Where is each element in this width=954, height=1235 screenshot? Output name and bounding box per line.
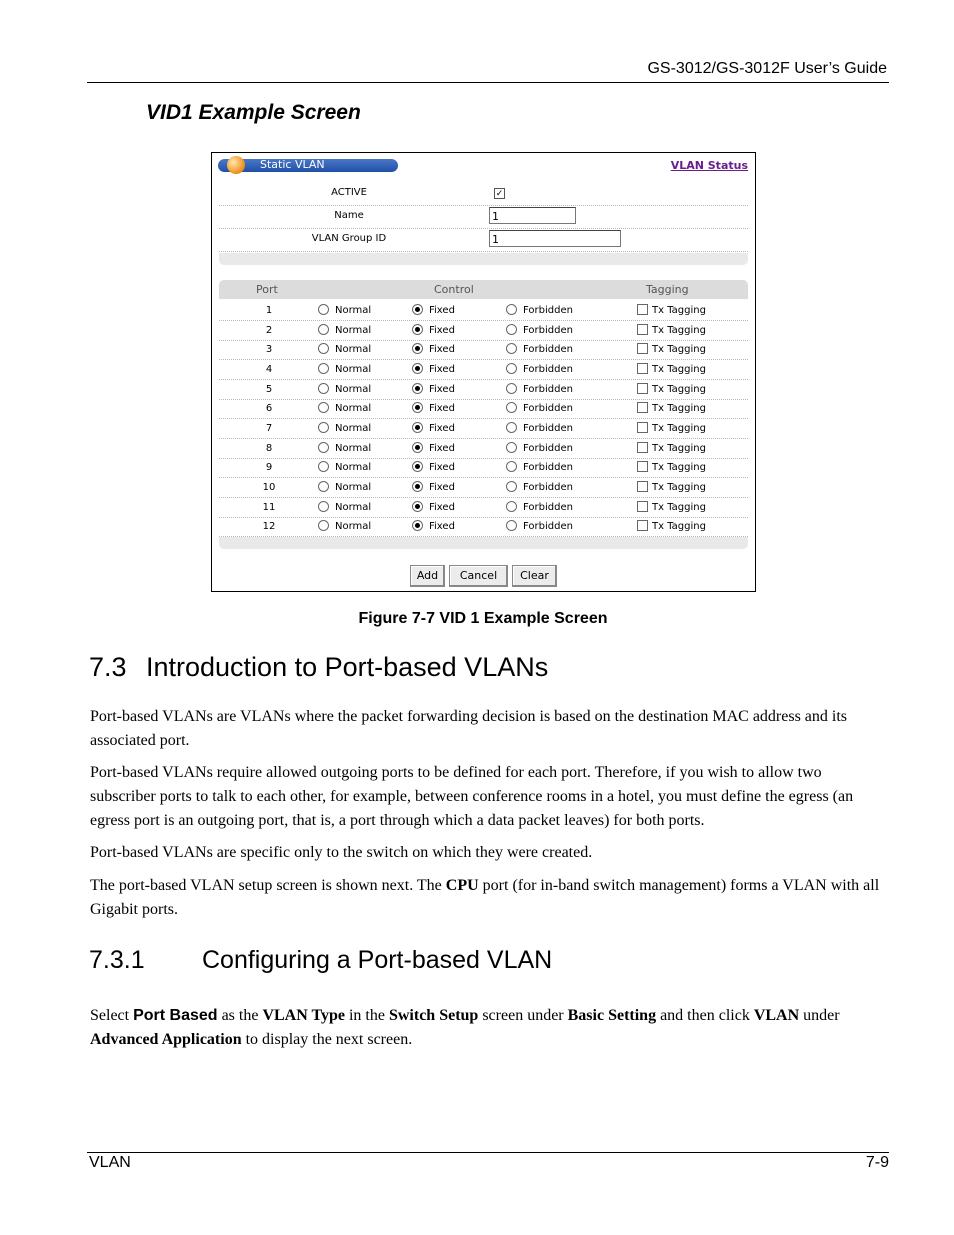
forbidden-radio[interactable]: [506, 304, 517, 315]
tx-tagging-label: Tx Tagging: [652, 462, 706, 474]
paragraph-1: Port-based VLANs are VLANs where the packet forwarding decision is based on the destination MAC address and its associated port.: [90, 708, 848, 749]
p5-g: screen under: [478, 1007, 568, 1024]
normal-label: Normal: [335, 521, 372, 533]
guide-title: GS-3012/GS-3012F User’s Guide: [647, 60, 887, 77]
fixed-label: Fixed: [429, 403, 455, 415]
panel-title: Static VLAN: [260, 158, 325, 171]
fixed-radio[interactable]: [412, 304, 423, 315]
fixed-radio[interactable]: [412, 343, 423, 354]
port-number: 12: [262, 521, 276, 533]
paragraph-2: Port-based VLANs require allowed outgoing ports to be defined for each port. Therefore, if you wish to allow two subscriber ports to talk to each other, for example, between conference rooms in a hotel, you must define the egress (an egress port is an outgoing port, that is, a port through which a data packet leaves) for both ports.: [90, 764, 854, 829]
normal-radio[interactable]: [318, 304, 329, 315]
fixed-radio[interactable]: [412, 501, 423, 512]
normal-label: Normal: [335, 403, 372, 415]
port-row: [219, 498, 748, 518]
forbidden-radio[interactable]: [506, 520, 517, 531]
p5-basic-setting: Basic Setting: [567, 1007, 657, 1024]
vlan-status-link[interactable]: VLAN Status: [670, 159, 748, 172]
fixed-radio[interactable]: [412, 520, 423, 531]
normal-radio[interactable]: [318, 402, 329, 413]
forbidden-label: Forbidden: [523, 363, 573, 375]
port-number: 1: [265, 305, 273, 316]
port-number: 8: [265, 442, 273, 454]
fixed-label: Fixed: [429, 324, 455, 336]
forbidden-radio[interactable]: [506, 363, 517, 374]
port-number: 10: [262, 481, 276, 493]
tx-tagging-checkbox[interactable]: [637, 383, 648, 394]
normal-radio[interactable]: [318, 324, 329, 335]
p5-e: in the: [344, 1007, 389, 1024]
normal-radio[interactable]: [318, 520, 329, 531]
forbidden-label: Forbidden: [523, 462, 573, 474]
vid-input[interactable]: 1: [489, 230, 621, 247]
tx-tagging-checkbox[interactable]: [637, 324, 648, 335]
port-number: 2: [265, 324, 273, 336]
forbidden-radio[interactable]: [506, 343, 517, 354]
port-row: [219, 419, 748, 439]
paragraph-3: Port-based VLANs are specific only to the switch on which they were created.: [90, 844, 593, 861]
tx-tagging-label: Tx Tagging: [652, 403, 706, 415]
tx-tagging-label: Tx Tagging: [652, 422, 706, 434]
tx-tagging-label: Tx Tagging: [652, 521, 706, 533]
fixed-label: Fixed: [429, 501, 455, 513]
normal-label: Normal: [335, 422, 372, 434]
forbidden-radio[interactable]: [506, 461, 517, 472]
forbidden-label: Forbidden: [523, 383, 573, 395]
form-divider: [219, 253, 748, 265]
normal-radio[interactable]: [318, 343, 329, 354]
fixed-label: Fixed: [429, 442, 455, 454]
static-vlan-screenshot: [211, 152, 756, 592]
normal-radio[interactable]: [318, 461, 329, 472]
p4-text-a: The port-based VLAN setup screen is shown next. The: [90, 877, 446, 894]
tx-tagging-checkbox[interactable]: [637, 304, 648, 315]
normal-radio[interactable]: [318, 383, 329, 394]
paragraph-4: [90, 874, 890, 922]
forbidden-label: Forbidden: [523, 442, 573, 454]
fixed-radio[interactable]: [412, 383, 423, 394]
tx-tagging-checkbox[interactable]: [637, 343, 648, 354]
port-row: [219, 517, 748, 537]
tx-tagging-label: Tx Tagging: [652, 442, 706, 454]
normal-label: Normal: [335, 363, 372, 375]
port-number: 5: [265, 383, 273, 395]
tx-tagging-checkbox[interactable]: [637, 520, 648, 531]
tx-tagging-label: Tx Tagging: [652, 363, 706, 375]
subsection-heading: VID1 Example Screen: [146, 101, 361, 124]
port-row: [219, 478, 748, 498]
normal-radio[interactable]: [318, 481, 329, 492]
forbidden-label: Forbidden: [523, 344, 573, 356]
figure-caption: Figure 7-7 VID 1 Example Screen: [358, 610, 608, 627]
control-column-header: Control: [434, 283, 474, 296]
vlan-form: [219, 183, 748, 263]
section-title: Introduction to Port-based VLANs: [146, 652, 549, 682]
p5-advanced-application: Advanced Application: [90, 1031, 242, 1048]
normal-label: Normal: [335, 344, 372, 356]
forbidden-radio[interactable]: [506, 422, 517, 433]
tx-tagging-label: Tx Tagging: [652, 305, 706, 316]
tx-tagging-checkbox[interactable]: [637, 442, 648, 453]
footer-chapter: VLAN: [89, 1154, 131, 1171]
subsection-title: Configuring a Port-based VLAN: [202, 946, 553, 974]
forbidden-radio[interactable]: [506, 501, 517, 512]
forbidden-radio[interactable]: [506, 442, 517, 453]
fixed-label: Fixed: [429, 363, 455, 375]
forbidden-label: Forbidden: [523, 481, 573, 493]
normal-label: Normal: [335, 324, 372, 336]
p5-vlan-type: VLAN Type: [262, 1007, 345, 1024]
fixed-radio[interactable]: [412, 461, 423, 472]
name-row: [219, 206, 748, 229]
forbidden-radio[interactable]: [506, 402, 517, 413]
p5-c: as the: [217, 1007, 263, 1024]
port-column-header: Port: [256, 283, 278, 296]
p5-a: Select: [90, 1007, 134, 1024]
normal-radio[interactable]: [318, 442, 329, 453]
port-number: 7: [265, 422, 273, 434]
tx-tagging-label: Tx Tagging: [652, 481, 706, 493]
tx-tagging-label: Tx Tagging: [652, 383, 706, 395]
port-row: [219, 340, 748, 360]
forbidden-label: Forbidden: [523, 305, 573, 316]
normal-label: Normal: [335, 442, 372, 454]
fixed-label: Fixed: [429, 481, 455, 493]
port-number: 9: [265, 462, 273, 474]
port-table-header: [219, 280, 748, 299]
subsection-heading-731: [89, 946, 552, 975]
port-row: [219, 439, 748, 459]
section-number: 7.3: [89, 652, 127, 682]
name-label: Name: [334, 210, 364, 221]
fixed-label: Fixed: [429, 344, 455, 356]
tx-tagging-checkbox[interactable]: [637, 422, 648, 433]
tx-tagging-checkbox[interactable]: [637, 363, 648, 374]
tx-tagging-label: Tx Tagging: [652, 501, 706, 513]
active-row: [219, 183, 748, 206]
fixed-radio[interactable]: [412, 481, 423, 492]
forbidden-label: Forbidden: [523, 501, 573, 513]
p5-m: to display the next screen.: [241, 1031, 413, 1048]
header-rule: [87, 82, 889, 83]
forbidden-label: Forbidden: [523, 521, 573, 533]
fixed-label: Fixed: [429, 422, 455, 434]
fixed-label: Fixed: [429, 521, 455, 533]
port-row: [219, 458, 748, 478]
port-row: [219, 380, 748, 400]
tx-tagging-checkbox[interactable]: [637, 402, 648, 413]
port-number: 4: [265, 363, 273, 375]
tx-tagging-checkbox[interactable]: [637, 461, 648, 472]
section-heading: [89, 652, 548, 683]
normal-radio[interactable]: [318, 363, 329, 374]
port-row: [219, 360, 748, 380]
normal-radio[interactable]: [318, 422, 329, 433]
port-row: [219, 321, 748, 341]
p5-switch-setup: Switch Setup: [388, 1007, 479, 1024]
forbidden-radio[interactable]: [506, 481, 517, 492]
normal-label: Normal: [335, 462, 372, 474]
subsection-number: 7.3.1: [89, 946, 145, 974]
active-checkbox[interactable]: ✓: [495, 188, 504, 198]
fixed-radio[interactable]: [412, 442, 423, 453]
paragraph-5: [90, 1004, 890, 1052]
port-number: 3: [265, 344, 273, 356]
normal-label: Normal: [335, 501, 372, 513]
fixed-radio[interactable]: [412, 422, 423, 433]
cancel-button[interactable]: Cancel: [449, 565, 508, 587]
normal-radio[interactable]: [318, 501, 329, 512]
p5-i: and then click: [656, 1007, 754, 1024]
p4-cpu: CPU: [445, 877, 479, 894]
orange-orb-icon: [227, 156, 245, 174]
vid-label: VLAN Group ID: [311, 233, 387, 244]
clear-button[interactable]: Clear: [512, 565, 557, 587]
port-row: [219, 301, 748, 321]
tx-tagging-checkbox[interactable]: [637, 501, 648, 512]
p5-vlan: VLAN: [753, 1007, 800, 1024]
fixed-radio[interactable]: [412, 402, 423, 413]
active-label: ACTIVE: [331, 187, 367, 198]
table-bottom-band: [219, 537, 748, 549]
normal-label: Normal: [335, 481, 372, 493]
fixed-label: Fixed: [429, 462, 455, 474]
p5-k: under: [799, 1007, 840, 1024]
p5-port-based: Port Based: [133, 1007, 218, 1024]
normal-label: Normal: [335, 305, 372, 316]
page-number: 7-9: [865, 1154, 889, 1171]
fixed-label: Fixed: [429, 305, 455, 316]
fixed-radio[interactable]: [412, 324, 423, 335]
port-row: [219, 399, 748, 419]
vid-row: [219, 229, 748, 252]
footer-rule: [87, 1152, 889, 1153]
forbidden-label: Forbidden: [523, 422, 573, 434]
tagging-column-header: Tagging: [646, 283, 689, 296]
forbidden-label: Forbidden: [523, 403, 573, 415]
forbidden-radio[interactable]: [506, 383, 517, 394]
port-number: 11: [262, 501, 276, 513]
forbidden-radio[interactable]: [506, 324, 517, 335]
p4-text-c: port (for in-band switch management) forms a VLAN with all Gigabit ports.: [90, 877, 880, 918]
name-input[interactable]: 1: [489, 207, 576, 224]
tx-tagging-label: Tx Tagging: [652, 324, 706, 336]
normal-label: Normal: [335, 383, 372, 395]
add-button[interactable]: Add: [410, 565, 445, 587]
port-number: 6: [265, 403, 273, 415]
tx-tagging-checkbox[interactable]: [637, 481, 648, 492]
fixed-radio[interactable]: [412, 363, 423, 374]
fixed-label: Fixed: [429, 383, 455, 395]
forbidden-label: Forbidden: [523, 324, 573, 336]
tx-tagging-label: Tx Tagging: [652, 344, 706, 356]
